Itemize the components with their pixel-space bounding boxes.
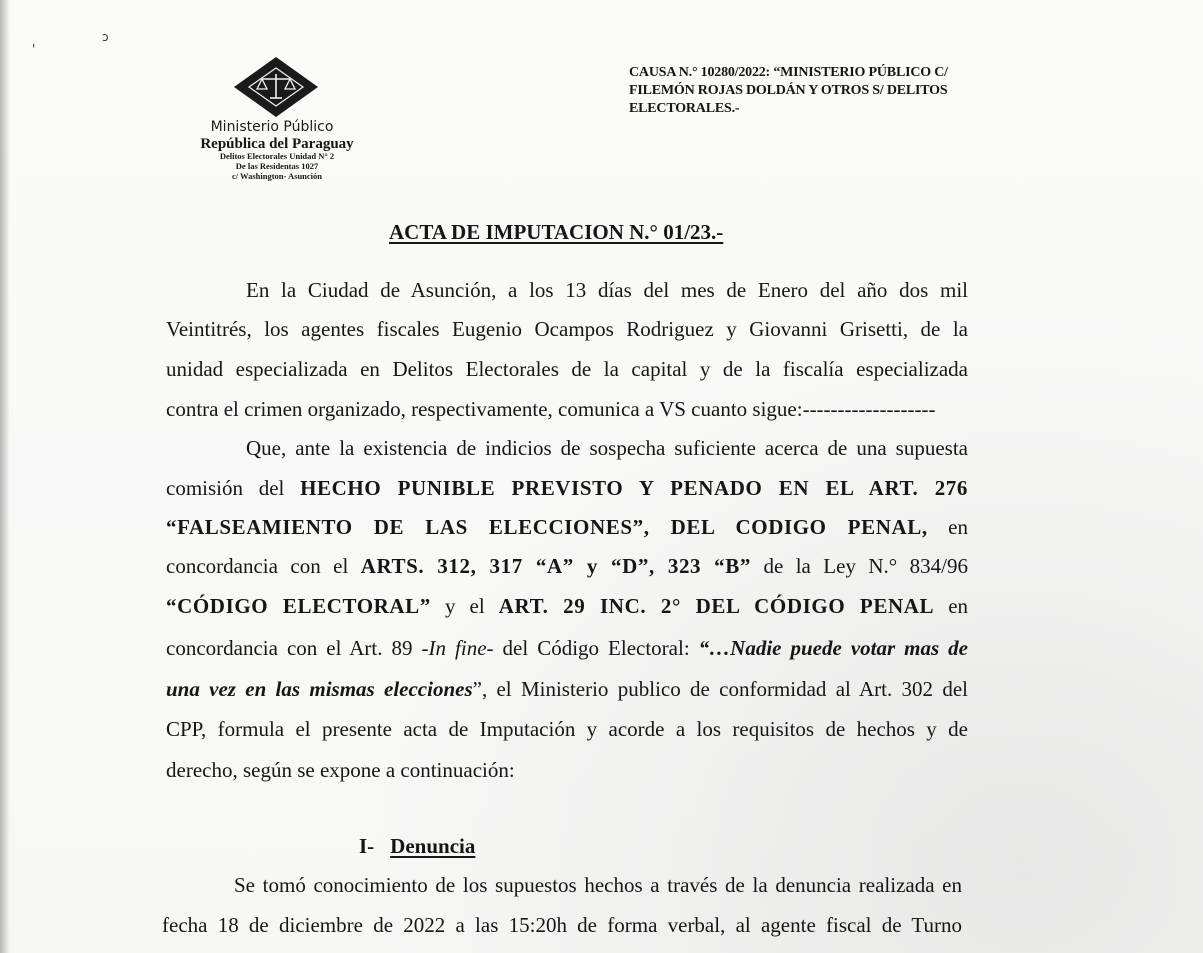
letterhead [170,120,384,182]
paragraph-line [166,475,968,501]
bold-text: “FALSEAMIENTO DE LAS ELECCIONES”, DEL CODIGO PENAL, [166,515,928,539]
scan-speck: ' [32,42,36,56]
case-reference-line: CAUSA N.° 10280/2022: “MINISTERIO PÚBLICO C/ [629,65,948,80]
text-span: - del Código Electoral: [486,636,699,660]
case-reference-line: ELECTORALES.- [629,101,740,116]
paragraph-line: derecho, según se expone a continuación: [166,758,515,782]
document-title: ACTA DE IMPUTACION N.° 01/23.- [389,220,724,244]
text-span: y el [430,594,499,618]
case-reference-line: FILEMÓN ROJAS DOLDÁN Y OTROS S/ DELITOS [629,83,948,98]
paragraph-line: Veintitrés, los agentes fiscales Eugenio Ocampos Rodriguez y Giovanni Grisetti, de la [166,317,968,341]
bold-text: ART. 29 INC. 2° DEL CÓDIGO PENAL [498,594,935,618]
section-number: I- [359,834,375,858]
section-title: Denuncia [390,834,476,858]
paragraph-line: contra el crimen organizado, respectivamente, comunica a VS cuanto sigue:------------------- [166,397,936,421]
scan-edge-shadow [0,0,10,953]
bold-text: “CÓDIGO ELECTORAL” [166,594,431,618]
bold-italic-quote: una vez en las mismas elecciones [166,677,473,701]
text-span: concordancia con el [166,554,361,578]
org-country: República del Paraguay [200,135,354,152]
org-unit: Delitos Electorales Unidad N° 2 [219,151,335,162]
bold-text: HECHO PUNIBLE PREVISTO Y PENADO EN EL ART. 276 [300,476,969,500]
section-heading [359,834,475,859]
paragraph-line [166,635,968,661]
text-span: comisión del [166,476,301,500]
text-span: concordancia con el Art. 89 - [166,636,429,660]
paragraph-line: Se tomó conocimiento de los supuestos hechos a través de la denuncia realizada en [234,873,962,897]
paragraph-line [166,553,968,579]
org-name: Ministerio Público [210,119,334,135]
paragraph-line: fecha 18 de diciembre de 2022 a las 15:20h de forma verbal, al agente fiscal de Turno [162,913,962,937]
italic-text: In fine [428,636,487,660]
text-span: de la Ley N.° 834/96 [751,554,968,578]
text-span: en [934,594,969,618]
bold-text: ARTS. 312, 317 “A” y “D”, 323 “B” [360,554,751,578]
paragraph-line: Que, ante la existencia de indicios de sospecha suficiente acerca de una supuesta [246,436,968,460]
paragraph-line [166,514,968,540]
org-address-2: c/ Washington- Asunción [231,170,323,181]
paragraph-line [166,676,968,702]
ministerio-publico-logo-icon [233,56,319,118]
scan-speck: ɔ [102,30,109,44]
paragraph-line [166,593,968,619]
bold-italic-quote: “…Nadie puede votar mas de [698,636,968,660]
paragraph-line: CPP, formula el presente acta de Imputación y acorde a los requisitos de hechos y de [166,717,968,741]
org-address-1: De las Residentas 1027 [235,161,319,172]
text-span: ”, el Ministerio publico de conformidad al Art. 302 del [472,677,968,701]
paragraph-line: En la Ciudad de Asunción, a los 13 días del mes de Enero del año dos mil [246,278,968,302]
case-reference [629,64,989,118]
paragraph-line: unidad especializada en Delitos Electorales de la capital y de la fiscalía especializada [166,357,968,381]
text-span: en [927,515,968,539]
